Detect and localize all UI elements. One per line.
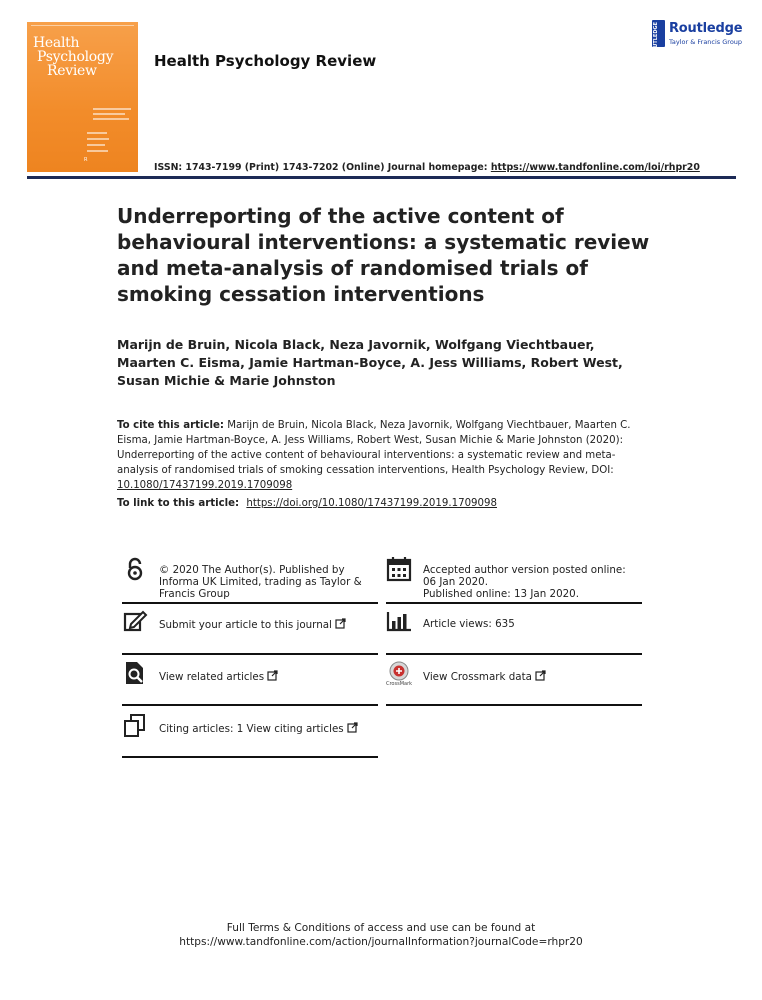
submit-link[interactable] [159, 618, 346, 631]
views-text: Article views: 635 [423, 618, 515, 630]
calendar-icon [386, 556, 412, 582]
open-access-icon [122, 556, 148, 582]
article-authors: Marijn de Bruin, Nicola Black, Neza Javornik, Wolfgang Viechtbauer, Maarten C. Eisma, Jamie Hartman-Boyce, A. Jess Williams, Robert West, Susan Michie & Marie Johnston [117, 337, 623, 388]
article-url-link[interactable]: https://doi.org/10.1080/17437199.2019.1709098 [246, 498, 497, 509]
footer-terms: Full Terms & Conditions of access and use can be found at [226, 922, 536, 934]
citation-block [117, 418, 647, 493]
issn-text: ISSN: 1743-7199 (Print) 1743-7202 (Online) Journal homepage: [154, 162, 488, 173]
article-title: Underreporting of the active content of behavioural interventions: a systematic review and meta-analysis of randomised trials of smoking cessation interventions [117, 204, 650, 306]
cover-publisher-logo: R [84, 157, 88, 163]
cover-decoration [87, 144, 105, 146]
publisher-subtitle: Taylor & Francis Group [669, 38, 743, 46]
citing-documents-icon [122, 712, 148, 738]
license-card [122, 556, 378, 606]
submit-card[interactable] [122, 608, 378, 658]
views-card [386, 608, 642, 658]
related-link[interactable] [159, 670, 278, 683]
related-card[interactable] [122, 660, 378, 710]
link-label: To link to this article: [117, 498, 240, 509]
cover-decoration [93, 118, 129, 120]
divider [122, 704, 378, 706]
cover-title [33, 36, 113, 78]
divider [122, 653, 378, 655]
footer-url[interactable]: https://www.tandfonline.com/action/journalInformation?journalCode=rhpr20 [179, 936, 583, 948]
cover-decoration [93, 113, 125, 115]
external-link-icon [335, 618, 346, 629]
accepted-date: Accepted author version posted online: 06 Jan 2020. [423, 564, 626, 588]
cover-title-line: Psychology [37, 49, 114, 65]
crossmark-label: View Crossmark data [423, 671, 532, 683]
external-link-icon [267, 670, 278, 681]
external-link-icon [535, 670, 546, 681]
dates-card [386, 556, 642, 606]
divider [122, 756, 378, 758]
edit-icon [122, 608, 148, 634]
cover-decoration [93, 108, 131, 110]
journal-cover-image [27, 22, 138, 172]
crossmark-logo-text: CrossMark [386, 681, 412, 686]
crossmark-card[interactable] [386, 660, 642, 710]
routledge-mark-icon: ROUTLEDGE [652, 20, 665, 47]
divider [122, 602, 378, 604]
citing-link[interactable] [159, 722, 358, 735]
external-link-icon [347, 722, 358, 733]
cite-text: Marijn de Bruin, Nicola Black, Neza Javornik, Wolfgang Viechtbauer, Maarten C. Eisma, Jamie Hartman-Boyce, A. Jess Williams, Robert West, Susan Michie & Marie Johnston (2020): Underreporting of the active content of behavioural interventions: a systematic review and meta-analysis of randomised trials of smoking cessation interventions, Health Psychology Review, DOI: [117, 420, 631, 476]
doi-link[interactable]: 10.1080/17437199.2019.1709098 [117, 480, 293, 491]
routledge-logo[interactable] [652, 20, 743, 56]
license-text: © 2020 The Author(s). Published by Informa UK Limited, trading as Taylor & Francis Group [159, 564, 362, 600]
citing-card[interactable] [122, 712, 378, 762]
publisher-name: Routledge [669, 21, 743, 36]
cover-decoration [87, 150, 108, 152]
cover-title-line: Review [47, 63, 97, 79]
cover-title-line: Health [33, 35, 80, 51]
journal-name[interactable]: Health Psychology Review [154, 52, 377, 70]
citing-label: Citing articles: 1 View citing articles [159, 723, 344, 735]
crossmark-link[interactable] [423, 670, 546, 683]
published-date: Published online: 13 Jan 2020. [423, 588, 579, 600]
link-to-article [117, 498, 497, 509]
cover-decoration [87, 138, 109, 140]
cover-decoration [87, 132, 107, 134]
cover-top-line [31, 25, 134, 29]
header-rule [27, 176, 736, 179]
bar-chart-icon [386, 608, 412, 634]
divider [386, 602, 642, 604]
document-search-icon [122, 660, 148, 686]
divider [386, 704, 642, 706]
cite-label: To cite this article: [117, 420, 224, 431]
divider [386, 653, 642, 655]
issn-line [154, 162, 700, 173]
crossmark-icon [386, 660, 412, 686]
submit-label: Submit your article to this journal [159, 619, 332, 631]
related-label: View related articles [159, 671, 265, 683]
journal-homepage-link[interactable]: https://www.tandfonline.com/loi/rhpr20 [490, 162, 700, 173]
dates-text [423, 564, 639, 600]
footer [0, 921, 762, 949]
